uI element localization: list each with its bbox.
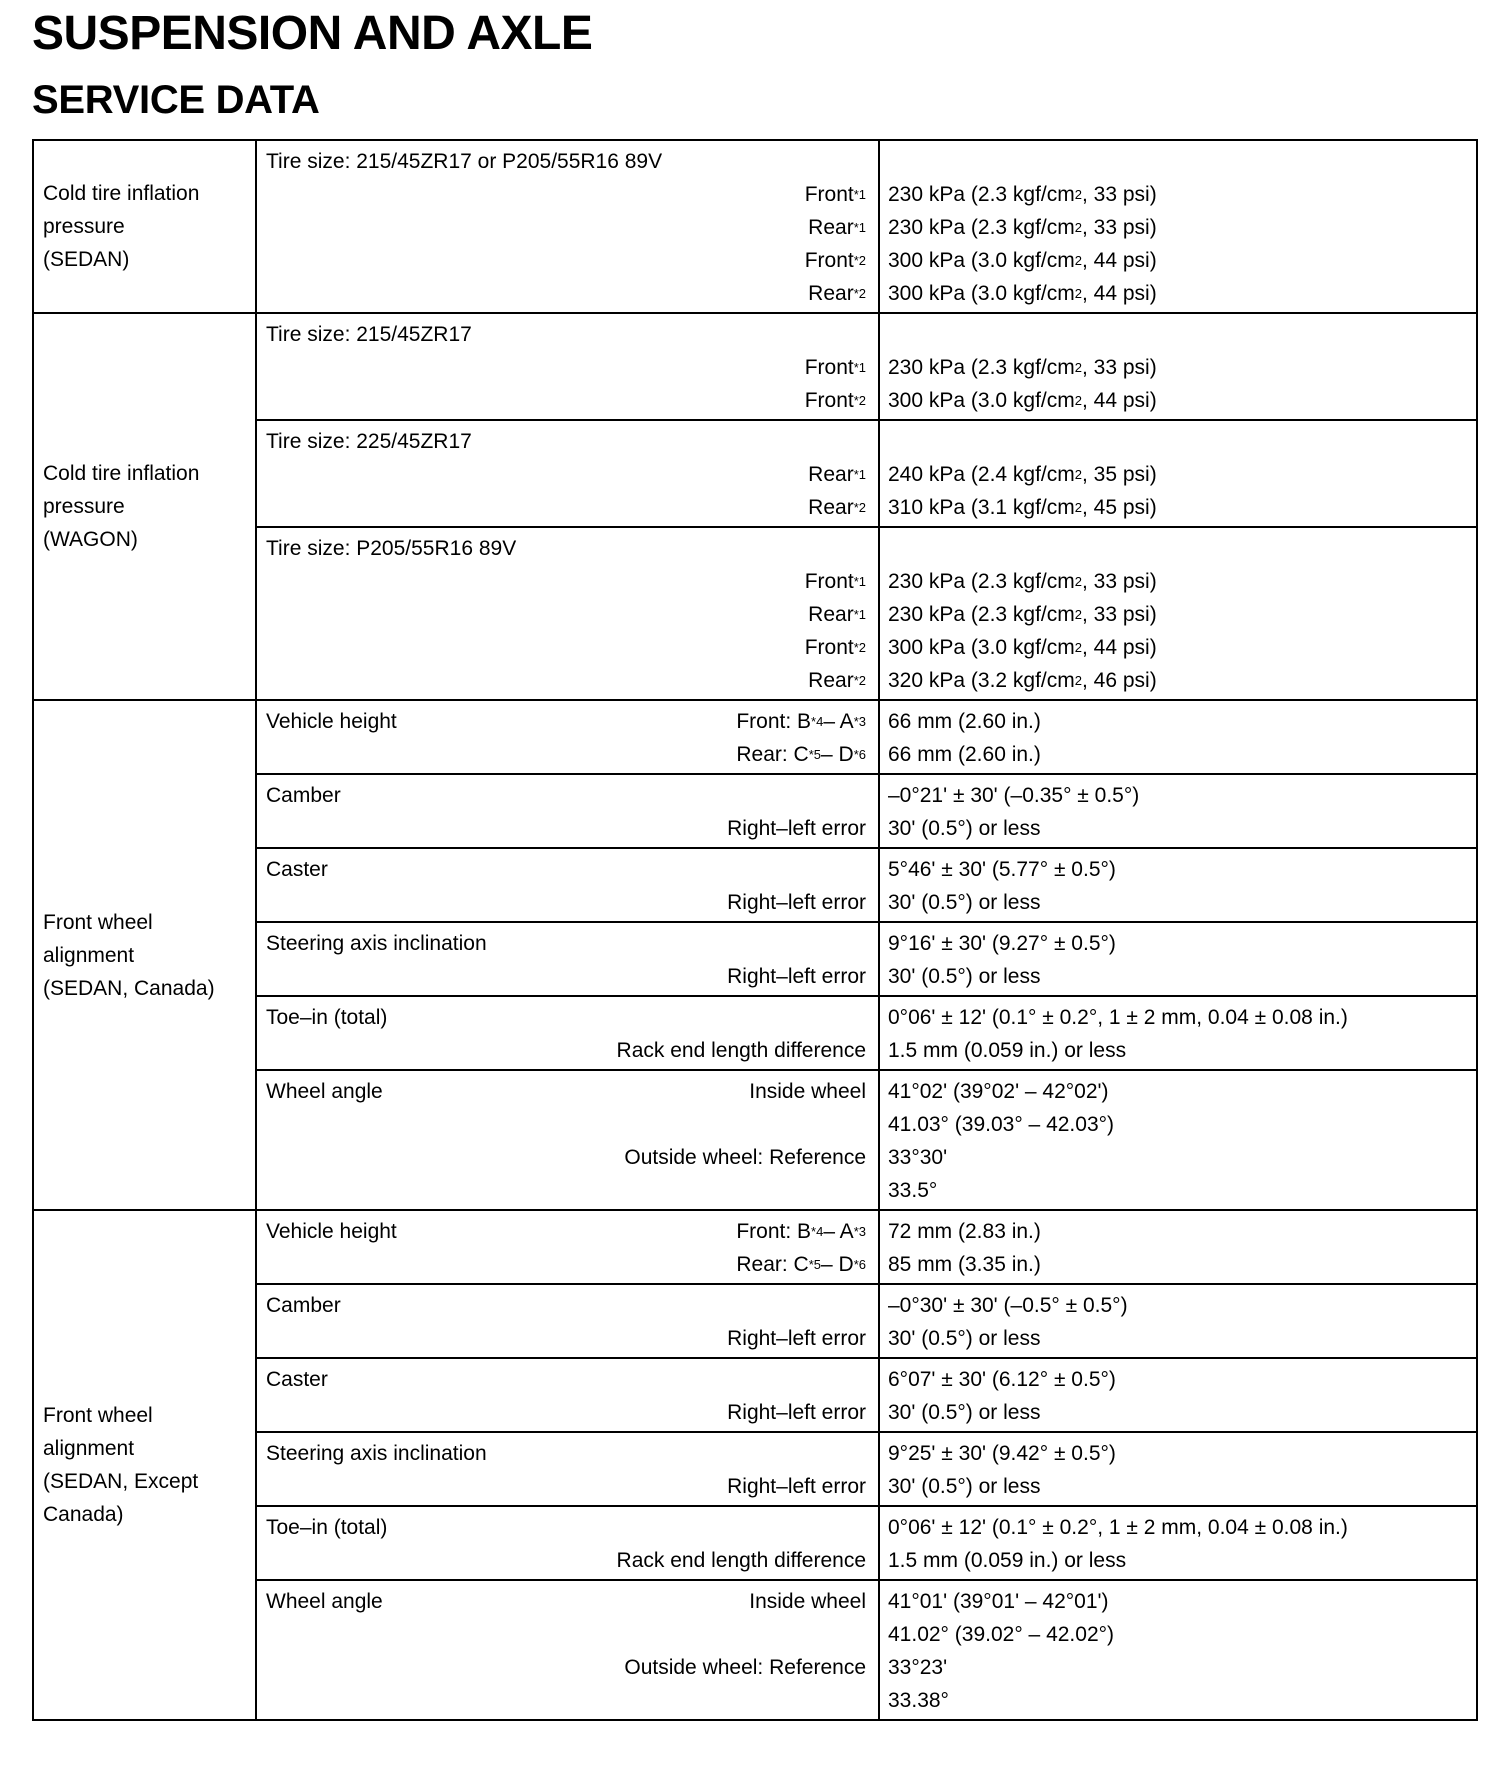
position-label: Front <box>804 249 854 272</box>
label-row: Rear: C *5 – D *6 <box>266 738 866 771</box>
value-text: –0°30' ± 30' (–0.5° ± 0.5°) <box>888 1294 1128 1317</box>
item-name: Steering axis inclination <box>266 932 487 955</box>
tire-size-label <box>266 532 866 565</box>
value-text: 230 kPa (2.3 kgf/cm <box>888 356 1075 379</box>
value-text: 30' (0.5°) or less <box>888 965 1041 988</box>
value-text: 310 kPa (3.1 kgf/cm <box>888 496 1075 519</box>
value-cell <box>879 420 1477 527</box>
value-cell <box>879 1432 1477 1506</box>
value-cell <box>879 1580 1477 1720</box>
label-row: Front *1 <box>266 565 866 598</box>
value-text: 72 mm (2.83 in.) <box>888 1220 1041 1243</box>
value-text: , 46 psi) <box>1082 669 1157 692</box>
blank-line <box>888 532 1470 565</box>
value-text: 240 kPa (2.4 kgf/cm <box>888 463 1075 486</box>
label-row <box>266 1322 866 1355</box>
service-data-table <box>32 139 1478 1721</box>
category-text: (SEDAN, Canada) <box>43 976 215 1000</box>
label-row <box>266 886 866 919</box>
position-label: Front <box>804 570 854 593</box>
label-row <box>266 1470 866 1503</box>
value-text: 33°23' <box>888 1656 948 1679</box>
label-row: Front *2 <box>266 384 866 417</box>
label-cell <box>256 313 879 420</box>
tire-size-text: Tire size: 225/45ZR17 <box>266 430 472 453</box>
tire-size-text: Tire size: 215/45ZR17 or P205/55R16 89V <box>266 150 663 173</box>
value-text: 30' (0.5°) or less <box>888 891 1041 914</box>
value-text: 300 kPa (3.0 kgf/cm <box>888 389 1075 412</box>
value-row: 300 kPa (3.0 kgf/cm 2 , 44 psi) <box>888 631 1470 664</box>
value-text: 41.03° (39.03° – 42.03°) <box>888 1113 1115 1136</box>
label-row: Rear *1 <box>266 598 866 631</box>
item-name: Wheel angle <box>266 1080 383 1103</box>
item-row <box>266 853 866 886</box>
label-row <box>266 1034 866 1067</box>
label-cell <box>256 1580 879 1720</box>
value-row <box>888 960 1470 993</box>
value-row <box>888 1001 1470 1034</box>
value-cell <box>879 313 1477 420</box>
value-text: 1.5 mm (0.059 in.) or less <box>888 1549 1127 1572</box>
value-row <box>888 812 1470 845</box>
measure-label: Front: B <box>736 1220 812 1243</box>
label-cell <box>256 774 879 848</box>
label-cell <box>256 1284 879 1358</box>
label-cell <box>256 1070 879 1210</box>
item-row <box>266 1511 866 1544</box>
value-row: 310 kPa (3.1 kgf/cm 2 , 45 psi) <box>888 491 1470 524</box>
position-label: Rear <box>808 216 854 239</box>
value-text: 300 kPa (3.0 kgf/cm <box>888 249 1075 272</box>
value-row <box>888 738 1470 771</box>
label-cell <box>256 1210 879 1284</box>
value-cell <box>879 996 1477 1070</box>
section-title: SERVICE DATA <box>32 78 320 122</box>
label-row: Front *2 <box>266 244 866 277</box>
value-cell <box>879 1284 1477 1358</box>
value-row <box>888 1108 1470 1141</box>
position-label: Rear <box>808 669 854 692</box>
value-row <box>888 1215 1470 1248</box>
value-cell <box>879 774 1477 848</box>
value-text: 66 mm (2.60 in.) <box>888 710 1041 733</box>
blank-line <box>266 1108 866 1141</box>
value-row: 240 kPa (2.4 kgf/cm 2 , 35 psi) <box>888 458 1470 491</box>
label-cell <box>256 848 879 922</box>
measure-label: – A <box>823 1220 854 1243</box>
label-row <box>266 812 866 845</box>
sub-label: Right–left error <box>727 817 866 840</box>
label-row: Rear *2 <box>266 491 866 524</box>
value-row <box>888 1684 1470 1717</box>
value-text: 9°16' ± 30' (9.27° ± 0.5°) <box>888 932 1116 955</box>
value-row <box>888 1585 1470 1618</box>
measure-label: – D <box>821 743 854 766</box>
item-name: Camber <box>266 784 341 807</box>
tire-size-label <box>266 425 866 458</box>
position-label: Rear <box>808 282 854 305</box>
position-label: Rear <box>808 463 854 486</box>
value-row <box>888 1544 1470 1577</box>
label-row: Front *1 <box>266 178 866 211</box>
label-row: Rear *1 <box>266 458 866 491</box>
sub-label: Inside wheel <box>749 1590 866 1613</box>
category-text: pressure <box>43 215 125 238</box>
value-row <box>888 1075 1470 1108</box>
measure-label: – D <box>821 1253 854 1276</box>
sub-label: Outside wheel: Reference <box>624 1146 866 1169</box>
value-row <box>888 1396 1470 1429</box>
value-cell <box>879 527 1477 700</box>
sub-label: Rack end length difference <box>616 1549 866 1572</box>
value-text: , 44 psi) <box>1082 282 1157 305</box>
label-row <box>266 1141 866 1174</box>
label-cell <box>256 700 879 774</box>
value-row <box>888 1511 1470 1544</box>
value-text: , 35 psi) <box>1082 463 1157 486</box>
value-text: 0°06' ± 12' (0.1° ± 0.2°, 1 ± 2 mm, 0.04 ± 0.08 in.) <box>888 1516 1348 1539</box>
value-row <box>888 1174 1470 1207</box>
tire-size-text: Tire size: P205/55R16 89V <box>266 537 517 560</box>
value-text: 30' (0.5°) or less <box>888 1401 1041 1424</box>
category-text: Front wheel <box>43 910 153 934</box>
value-row: 300 kPa (3.0 kgf/cm 2 , 44 psi) <box>888 244 1470 277</box>
value-text: , 33 psi) <box>1082 603 1157 626</box>
sub-label: Rack end length difference <box>616 1039 866 1062</box>
value-row <box>888 927 1470 960</box>
label-row: Front *2 <box>266 631 866 664</box>
value-cell <box>879 848 1477 922</box>
value-text: 30' (0.5°) or less <box>888 1475 1041 1498</box>
sub-label: Right–left error <box>727 891 866 914</box>
value-text: 66 mm (2.60 in.) <box>888 743 1041 766</box>
value-row: 230 kPa (2.3 kgf/cm 2 , 33 psi) <box>888 211 1470 244</box>
measure-label: – A <box>823 710 854 733</box>
value-row <box>888 1034 1470 1067</box>
category-text: Cold tire inflation <box>43 462 200 485</box>
sub-label: Inside wheel <box>749 1080 866 1103</box>
value-row: 300 kPa (3.0 kgf/cm 2 , 44 psi) <box>888 384 1470 417</box>
category-text: (SEDAN, Except <box>43 1470 199 1493</box>
label-row <box>266 1544 866 1577</box>
item-name: Caster <box>266 858 328 881</box>
value-cell <box>879 700 1477 774</box>
item-name: Caster <box>266 1368 328 1391</box>
category-text: Canada) <box>43 1503 124 1526</box>
table-row <box>33 313 1477 420</box>
value-text: 300 kPa (3.0 kgf/cm <box>888 636 1075 659</box>
item-name: Wheel angle <box>266 1590 383 1613</box>
sub-label: Right–left error <box>727 1401 866 1424</box>
value-text: 230 kPa (2.3 kgf/cm <box>888 183 1075 206</box>
label-row <box>266 1396 866 1429</box>
value-text: 230 kPa (2.3 kgf/cm <box>888 216 1075 239</box>
position-label: Front <box>804 183 854 206</box>
value-row <box>888 1651 1470 1684</box>
label-row: Rear *2 <box>266 277 866 310</box>
tire-size-label <box>266 145 866 178</box>
value-cell <box>879 1070 1477 1210</box>
value-row: 230 kPa (2.3 kgf/cm 2 , 33 psi) <box>888 178 1470 211</box>
tire-size-label <box>266 318 866 351</box>
position-label: Front <box>804 356 854 379</box>
category-text: Cold tire inflation <box>43 182 200 205</box>
value-text: 33.5° <box>888 1179 938 1202</box>
value-text: 41.02° (39.02° – 42.02°) <box>888 1623 1115 1646</box>
value-text: 30' (0.5°) or less <box>888 817 1041 840</box>
blank-line <box>888 425 1470 458</box>
label-row: Rear: C *5 – D *6 <box>266 1248 866 1281</box>
category-cell <box>33 700 256 1210</box>
category-cell <box>33 1210 256 1720</box>
measure-label: Rear: C <box>736 743 809 766</box>
category-cell <box>33 313 256 700</box>
value-text: , 33 psi) <box>1082 183 1157 206</box>
item-name: Steering axis inclination <box>266 1442 487 1465</box>
value-text: 300 kPa (3.0 kgf/cm <box>888 282 1075 305</box>
label-row: Rear *1 <box>266 211 866 244</box>
value-row <box>888 1363 1470 1396</box>
sub-label: Right–left error <box>727 965 866 988</box>
value-text: 0°06' ± 12' (0.1° ± 0.2°, 1 ± 2 mm, 0.04 ± 0.08 in.) <box>888 1006 1348 1029</box>
category-text: alignment <box>43 943 135 967</box>
value-text: , 44 psi) <box>1082 389 1157 412</box>
table-row <box>33 140 1477 313</box>
value-cell <box>879 922 1477 996</box>
table-row <box>33 700 1477 774</box>
category-text: Front wheel <box>43 1404 153 1427</box>
value-row <box>888 1141 1470 1174</box>
item-row <box>266 1001 866 1034</box>
value-row <box>888 1618 1470 1651</box>
blank-line <box>888 318 1470 351</box>
value-text: , 33 psi) <box>1082 356 1157 379</box>
position-label: Rear <box>808 496 854 519</box>
value-row <box>888 886 1470 919</box>
value-row <box>888 853 1470 886</box>
value-row <box>888 1470 1470 1503</box>
category-text: pressure <box>43 495 125 518</box>
label-row <box>266 960 866 993</box>
wheel-angle-row <box>266 1075 866 1108</box>
vehicle-height-row: Vehicle height Front: B *4 – A *3 <box>266 1215 866 1248</box>
blank-line <box>266 1618 866 1651</box>
item-name: Vehicle height <box>266 710 397 733</box>
value-text: 41°01' (39°01' – 42°01') <box>888 1590 1109 1613</box>
item-name: Camber <box>266 1294 341 1317</box>
label-cell <box>256 1358 879 1432</box>
category-text: (WAGON) <box>43 528 138 551</box>
label-cell <box>256 1432 879 1506</box>
value-text: , 44 psi) <box>1082 636 1157 659</box>
item-name: Toe–in (total) <box>266 1516 388 1539</box>
blank-line <box>888 145 1470 178</box>
value-row: 320 kPa (3.2 kgf/cm 2 , 46 psi) <box>888 664 1470 697</box>
item-row <box>266 1363 866 1396</box>
table-row <box>33 1210 1477 1284</box>
value-text: 230 kPa (2.3 kgf/cm <box>888 603 1075 626</box>
item-name: Toe–in (total) <box>266 1006 388 1029</box>
position-label: Front <box>804 389 854 412</box>
value-cell <box>879 140 1477 313</box>
value-row: 230 kPa (2.3 kgf/cm 2 , 33 psi) <box>888 598 1470 631</box>
label-row: Front *1 <box>266 351 866 384</box>
item-row <box>266 1437 866 1470</box>
sub-label: Outside wheel: Reference <box>624 1656 866 1679</box>
blank-line <box>266 1684 866 1717</box>
item-row <box>266 779 866 812</box>
value-row <box>888 1289 1470 1322</box>
value-text: 33.38° <box>888 1689 949 1712</box>
value-text: 9°25' ± 30' (9.42° ± 0.5°) <box>888 1442 1116 1465</box>
value-row <box>888 1437 1470 1470</box>
value-text: 85 mm (3.35 in.) <box>888 1253 1041 1276</box>
category-text: (SEDAN) <box>43 248 130 271</box>
value-cell <box>879 1210 1477 1284</box>
vehicle-height-row: Vehicle height Front: B *4 – A *3 <box>266 705 866 738</box>
value-row: 230 kPa (2.3 kgf/cm 2 , 33 psi) <box>888 351 1470 384</box>
value-cell <box>879 1506 1477 1580</box>
tire-size-text: Tire size: 215/45ZR17 <box>266 323 472 346</box>
value-text: , 33 psi) <box>1082 570 1157 593</box>
value-row <box>888 1248 1470 1281</box>
measure-label: Rear: C <box>736 1253 809 1276</box>
blank-line <box>266 1174 866 1207</box>
value-row: 300 kPa (3.0 kgf/cm 2 , 44 psi) <box>888 277 1470 310</box>
value-text: –0°21' ± 30' (–0.35° ± 0.5°) <box>888 784 1140 807</box>
item-name: Vehicle height <box>266 1220 397 1243</box>
value-text: 6°07' ± 30' (6.12° ± 0.5°) <box>888 1368 1116 1391</box>
label-cell <box>256 1506 879 1580</box>
label-cell <box>256 527 879 700</box>
value-text: 230 kPa (2.3 kgf/cm <box>888 570 1075 593</box>
value-text: 5°46' ± 30' (5.77° ± 0.5°) <box>888 858 1116 881</box>
page-title: SUSPENSION AND AXLE <box>32 7 593 60</box>
value-text: 30' (0.5°) or less <box>888 1327 1041 1350</box>
value-text: 1.5 mm (0.059 in.) or less <box>888 1039 1127 1062</box>
label-row: Rear *2 <box>266 664 866 697</box>
category-cell <box>33 140 256 313</box>
value-row: 230 kPa (2.3 kgf/cm 2 , 33 psi) <box>888 565 1470 598</box>
item-row <box>266 927 866 960</box>
value-text: , 33 psi) <box>1082 216 1157 239</box>
value-text: , 44 psi) <box>1082 249 1157 272</box>
value-row <box>888 1322 1470 1355</box>
label-row <box>266 1651 866 1684</box>
value-text: 33°30' <box>888 1146 948 1169</box>
value-text: , 45 psi) <box>1082 496 1157 519</box>
position-label: Rear <box>808 603 854 626</box>
value-row <box>888 705 1470 738</box>
sub-label: Right–left error <box>727 1475 866 1498</box>
wheel-angle-row <box>266 1585 866 1618</box>
value-text: 41°02' (39°02' – 42°02') <box>888 1080 1109 1103</box>
measure-label: Front: B <box>736 710 812 733</box>
value-text: 320 kPa (3.2 kgf/cm <box>888 669 1075 692</box>
position-label: Front <box>804 636 854 659</box>
value-row <box>888 779 1470 812</box>
item-row <box>266 1289 866 1322</box>
label-cell <box>256 140 879 313</box>
value-cell <box>879 1358 1477 1432</box>
label-cell <box>256 420 879 527</box>
category-text: alignment <box>43 1437 135 1460</box>
label-cell <box>256 996 879 1070</box>
label-cell <box>256 922 879 996</box>
sub-label: Right–left error <box>727 1327 866 1350</box>
